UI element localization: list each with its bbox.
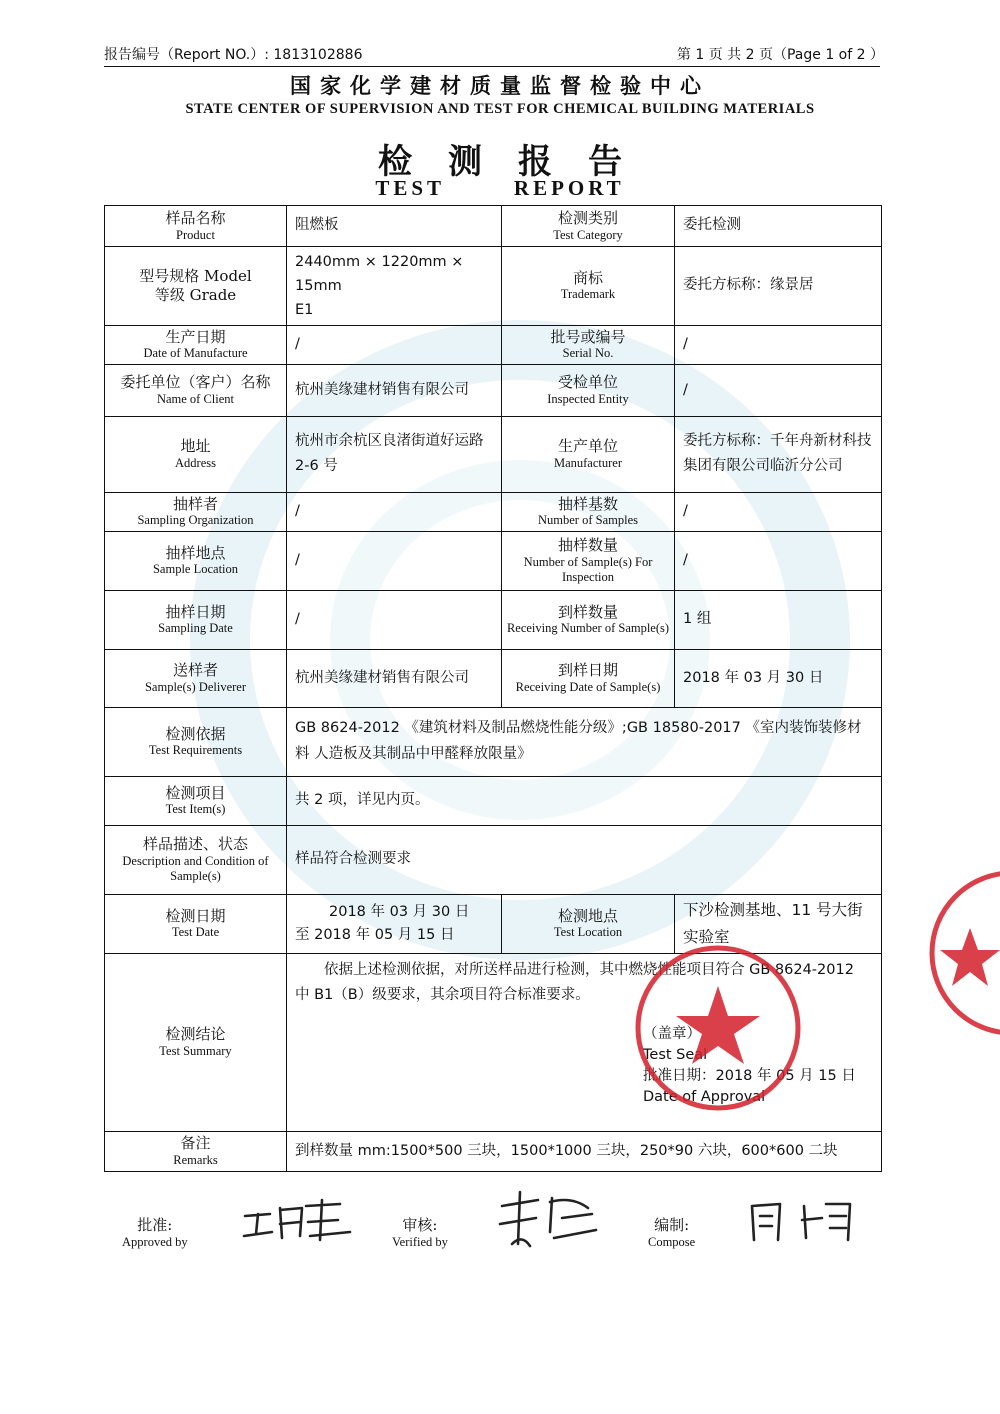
- institution-name-cn: 国家化学建材质量监督检验中心: [290, 73, 710, 98]
- row-description: [105, 825, 882, 894]
- header-line: [104, 38, 884, 68]
- seal-label: （盖章） Test Seal 批准日期：2018 年 05 月 15 日 Date of Approval: [643, 1026, 856, 1106]
- summary-text: 依据上述检测依据，对所送样品进行检测，其中燃烧性能项目符合 GB 8624-2012 中 B1（B）级要求，其余项目符合标准要求。: [295, 962, 854, 1004]
- value-items: 共 2 项，详见内页。: [287, 776, 882, 825]
- label-number-for-inspection: 抽样数量 Number of Sample(s) For Inspection: [502, 531, 675, 590]
- label-test-category: 检测类别 Test Category: [502, 206, 675, 247]
- label-receiving-number: 到样数量 Receiving Number of Sample(s): [502, 590, 675, 649]
- row-deliverer: [105, 649, 882, 707]
- approved-by: 批准: Approved by: [122, 1216, 188, 1249]
- row-sampling-date: [105, 590, 882, 649]
- value-number-of-samples: /: [675, 492, 882, 531]
- page-number: 第 1 页 共 2 页（Page 1 of 2 ）: [676, 47, 884, 63]
- label-address: 地址 Address: [105, 416, 287, 492]
- label-number-of-samples: 抽样基数 Number of Samples: [502, 492, 675, 531]
- label-trademark: 商标 Trademark: [502, 247, 675, 326]
- row-items: [105, 776, 882, 825]
- label-manufacture-date: 生产日期 Date of Manufacture: [105, 325, 287, 364]
- value-test-location: 下沙检测基地、11 号大街实验室: [675, 894, 882, 953]
- value-remarks: 到样数量 mm:1500*500 三块，1500*1000 三块，250*90 六块，600*600 二块: [287, 1132, 882, 1172]
- value-requirements: GB 8624-2012 《建筑材料及制品燃烧性能分级》;GB 18580-2017 《室内装饰装修材料 人造板及其制品中甲醛释放限量》: [287, 707, 882, 776]
- report-title-cn: 检测报告: [378, 142, 658, 182]
- value-sampling-org: /: [287, 492, 502, 531]
- value-client: 杭州美缘建材销售有限公司: [287, 364, 502, 416]
- label-manufacturer: 生产单位 Manufacturer: [502, 416, 675, 492]
- row-sample-location: [105, 531, 882, 590]
- approver-signature: [240, 1196, 360, 1246]
- value-description: 样品符合检测要求: [287, 825, 882, 894]
- label-description: 样品描述、状态 Description and Condition of Sample(s): [105, 825, 287, 894]
- label-items: 检测项目 Test Item(s): [105, 776, 287, 825]
- value-test-date: 2018 年 03 月 30 日 至 2018 年 05 月 15 日: [287, 894, 502, 953]
- label-serial-no: 批号或编号 Serial No.: [502, 325, 675, 364]
- composer-signature: [746, 1198, 856, 1248]
- label-sample-location: 抽样地点 Sample Location: [105, 531, 287, 590]
- value-sampling-date: /: [287, 590, 502, 649]
- label-inspected-entity: 受检单位 Inspected Entity: [502, 364, 675, 416]
- row-requirements: [105, 707, 882, 776]
- official-seal: [628, 938, 808, 1118]
- row-manufacture-date: [105, 325, 882, 364]
- value-trademark: 委托方标称：缘景居: [675, 247, 882, 326]
- label-remarks: 备注 Remarks: [105, 1132, 287, 1172]
- header-rule: [104, 66, 880, 67]
- value-inspected-entity: /: [675, 364, 882, 416]
- label-test-date: 检测日期 Test Date: [105, 894, 287, 953]
- value-address: 杭州市余杭区良渚街道好运路 2-6 号: [287, 416, 502, 492]
- value-receiving-date: 2018 年 03 月 30 日: [675, 649, 882, 707]
- value-sample-location: /: [287, 531, 502, 590]
- label-sampling-org: 抽样者 Sampling Organization: [105, 492, 287, 531]
- value-product: 阻燃板: [287, 206, 502, 247]
- row-address: [105, 416, 882, 492]
- value-manufacturer: 委托方标称：千年舟新材科技集团有限公司临沂分公司: [675, 416, 882, 492]
- label-receiving-date: 到样日期 Receiving Date of Sample(s): [502, 649, 675, 707]
- value-model: 2440mm × 1220mm × 15mm E1: [287, 247, 502, 326]
- label-model: 型号规格 Model 等级 Grade: [105, 247, 287, 326]
- row-model: [105, 247, 882, 326]
- label-client: 委托单位（客户）名称 Name of Client: [105, 364, 287, 416]
- composed-by: 编制: Compose: [648, 1216, 696, 1249]
- row-client: [105, 364, 882, 416]
- verifier-signature: [492, 1188, 602, 1252]
- row-sampling-org: [105, 492, 882, 531]
- institution-name-en: STATE CENTER OF SUPERVISION AND TEST FOR CHEMICAL BUILDING MATERIALS: [185, 101, 815, 117]
- value-deliverer: 杭州美缘建材销售有限公司: [287, 649, 502, 707]
- row-product: [105, 206, 882, 247]
- value-receiving-number: 1 组: [675, 590, 882, 649]
- value-manufacture-date: /: [287, 325, 502, 364]
- value-number-for-inspection: /: [675, 531, 882, 590]
- label-deliverer: 送样者 Sample(s) Deliverer: [105, 649, 287, 707]
- report-title-en: TEST REPORT: [375, 176, 625, 200]
- label-requirements: 检测依据 Test Requirements: [105, 707, 287, 776]
- label-test-location: 检测地点 Test Location: [502, 894, 675, 953]
- report-number: 报告编号（Report NO.）: 1813102886: [104, 47, 363, 63]
- value-serial-no: /: [675, 325, 882, 364]
- label-product: 样品名称 Product: [105, 206, 287, 247]
- value-test-category: 委托检测: [675, 206, 882, 247]
- label-sampling-date: 抽样日期 Sampling Date: [105, 590, 287, 649]
- label-summary: 检测结论 Test Summary: [105, 954, 287, 1132]
- verified-by: 审核: Verified by: [392, 1216, 448, 1249]
- page-seam-seal: [920, 858, 1000, 1048]
- row-remarks: [105, 1132, 882, 1172]
